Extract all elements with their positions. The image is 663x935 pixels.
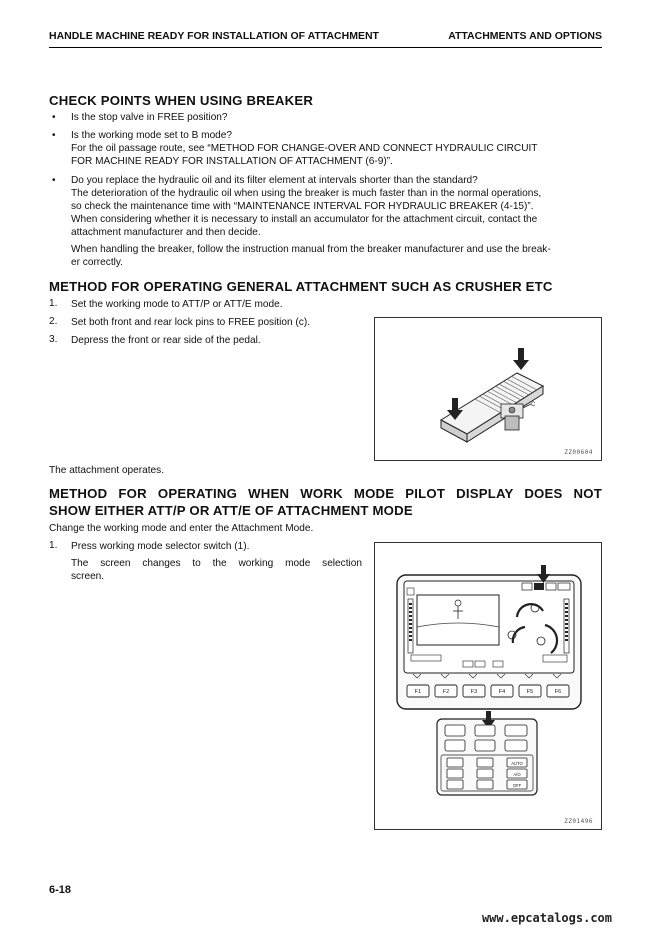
f6-key-label: F6 <box>554 689 562 695</box>
watermark-text: www.epcatalogs.com <box>481 911 612 925</box>
step-number: 1. <box>49 298 58 309</box>
f4-key-label: F4 <box>498 689 506 695</box>
figure-code: ZZ01496 <box>564 818 593 825</box>
figure-code: ZZ00604 <box>564 449 593 456</box>
section-title-work-mode-line1: METHOD FOR OPERATING WHEN WORK MODE PILOT DISPLAY DOES NOT <box>49 486 602 501</box>
header-rule <box>49 47 602 48</box>
step-result-text: The attachment operates. <box>49 465 165 476</box>
f5-key-label: F5 <box>526 689 534 695</box>
list-item: Is the stop valve in FREE position? <box>71 112 228 123</box>
page-number: 6-18 <box>49 884 72 896</box>
section-intro-text: Change the working mode and enter the Attachment Mode. <box>49 523 314 534</box>
step-number: 3. <box>49 334 58 345</box>
step-subtext: The screen changes to the working mode selection screen. <box>71 558 362 582</box>
step-text: Set the working mode to ATT/P or ATT/E mode. <box>71 299 283 310</box>
step-text: Depress the front or rear side of the pedal. <box>71 335 261 346</box>
section-title-breaker: CHECK POINTS WHEN USING BREAKER <box>49 93 314 108</box>
list-item: Do you replace the hydraulic oil and its filter element at intervals shorter than the standard? The deterioration of the hydraulic oil when using the breaker is much faster than in the normal operations, so check the maintenance time with “MAINTENANCE INTERVAL FOR HYDRAULIC BREAKER (4-15)”. When considering whether it is necessary to install an accumulator for the attachment circuit, contact the attachment manufacturer and then decide. When handling the breaker, follow the instruction manual from the breaker manufacturer and use the break- er correctly. <box>71 175 551 268</box>
step-text: Press working mode selector switch (1). <box>71 541 250 552</box>
list-item: Is the working mode set to B mode? For the oil passage route, see “METHOD FOR CHANGE-OVER AND CONNECT HYDRAULIC CIRCUIT FOR MACHINE READY FOR INSTALLATION OF ATTACHMENT (6-9)”. <box>71 130 538 167</box>
press-arrow-icon <box>513 348 529 370</box>
bullet-marker: • <box>52 130 56 141</box>
section-title-crusher: METHOD FOR OPERATING GENERAL ATTACHMENT SUCH AS CRUSHER ETC <box>49 279 553 294</box>
auto-key-label: AUTO <box>511 761 523 766</box>
monitor-illustration <box>375 543 601 829</box>
pedal-figure <box>374 317 602 461</box>
bullet-marker: • <box>52 112 56 123</box>
header-section-title: ATTACHMENTS AND OPTIONS <box>448 30 602 42</box>
step-number: 2. <box>49 316 58 327</box>
ao-key-label: A/O <box>513 772 521 777</box>
f1-key-label: F1 <box>414 689 422 695</box>
section-title-work-mode-line2: SHOW EITHER ATT/P OR ATT/E OF ATTACHMENT MODE <box>49 503 413 518</box>
pedal-illustration <box>375 318 601 460</box>
callout-c-label: C <box>531 402 536 408</box>
bullet-marker: • <box>52 175 56 186</box>
off-key-label: OFF <box>512 783 522 788</box>
f2-key-label: F2 <box>442 689 450 695</box>
monitor-figure <box>374 542 602 830</box>
step-number: 1. <box>49 540 58 551</box>
step-text: Set both front and rear lock pins to FREE position (c). <box>71 317 310 328</box>
f3-key-label: F3 <box>470 689 478 695</box>
running-header <box>49 30 602 46</box>
header-chapter-title: HANDLE MACHINE READY FOR INSTALLATION OF ATTACHMENT <box>49 30 379 42</box>
